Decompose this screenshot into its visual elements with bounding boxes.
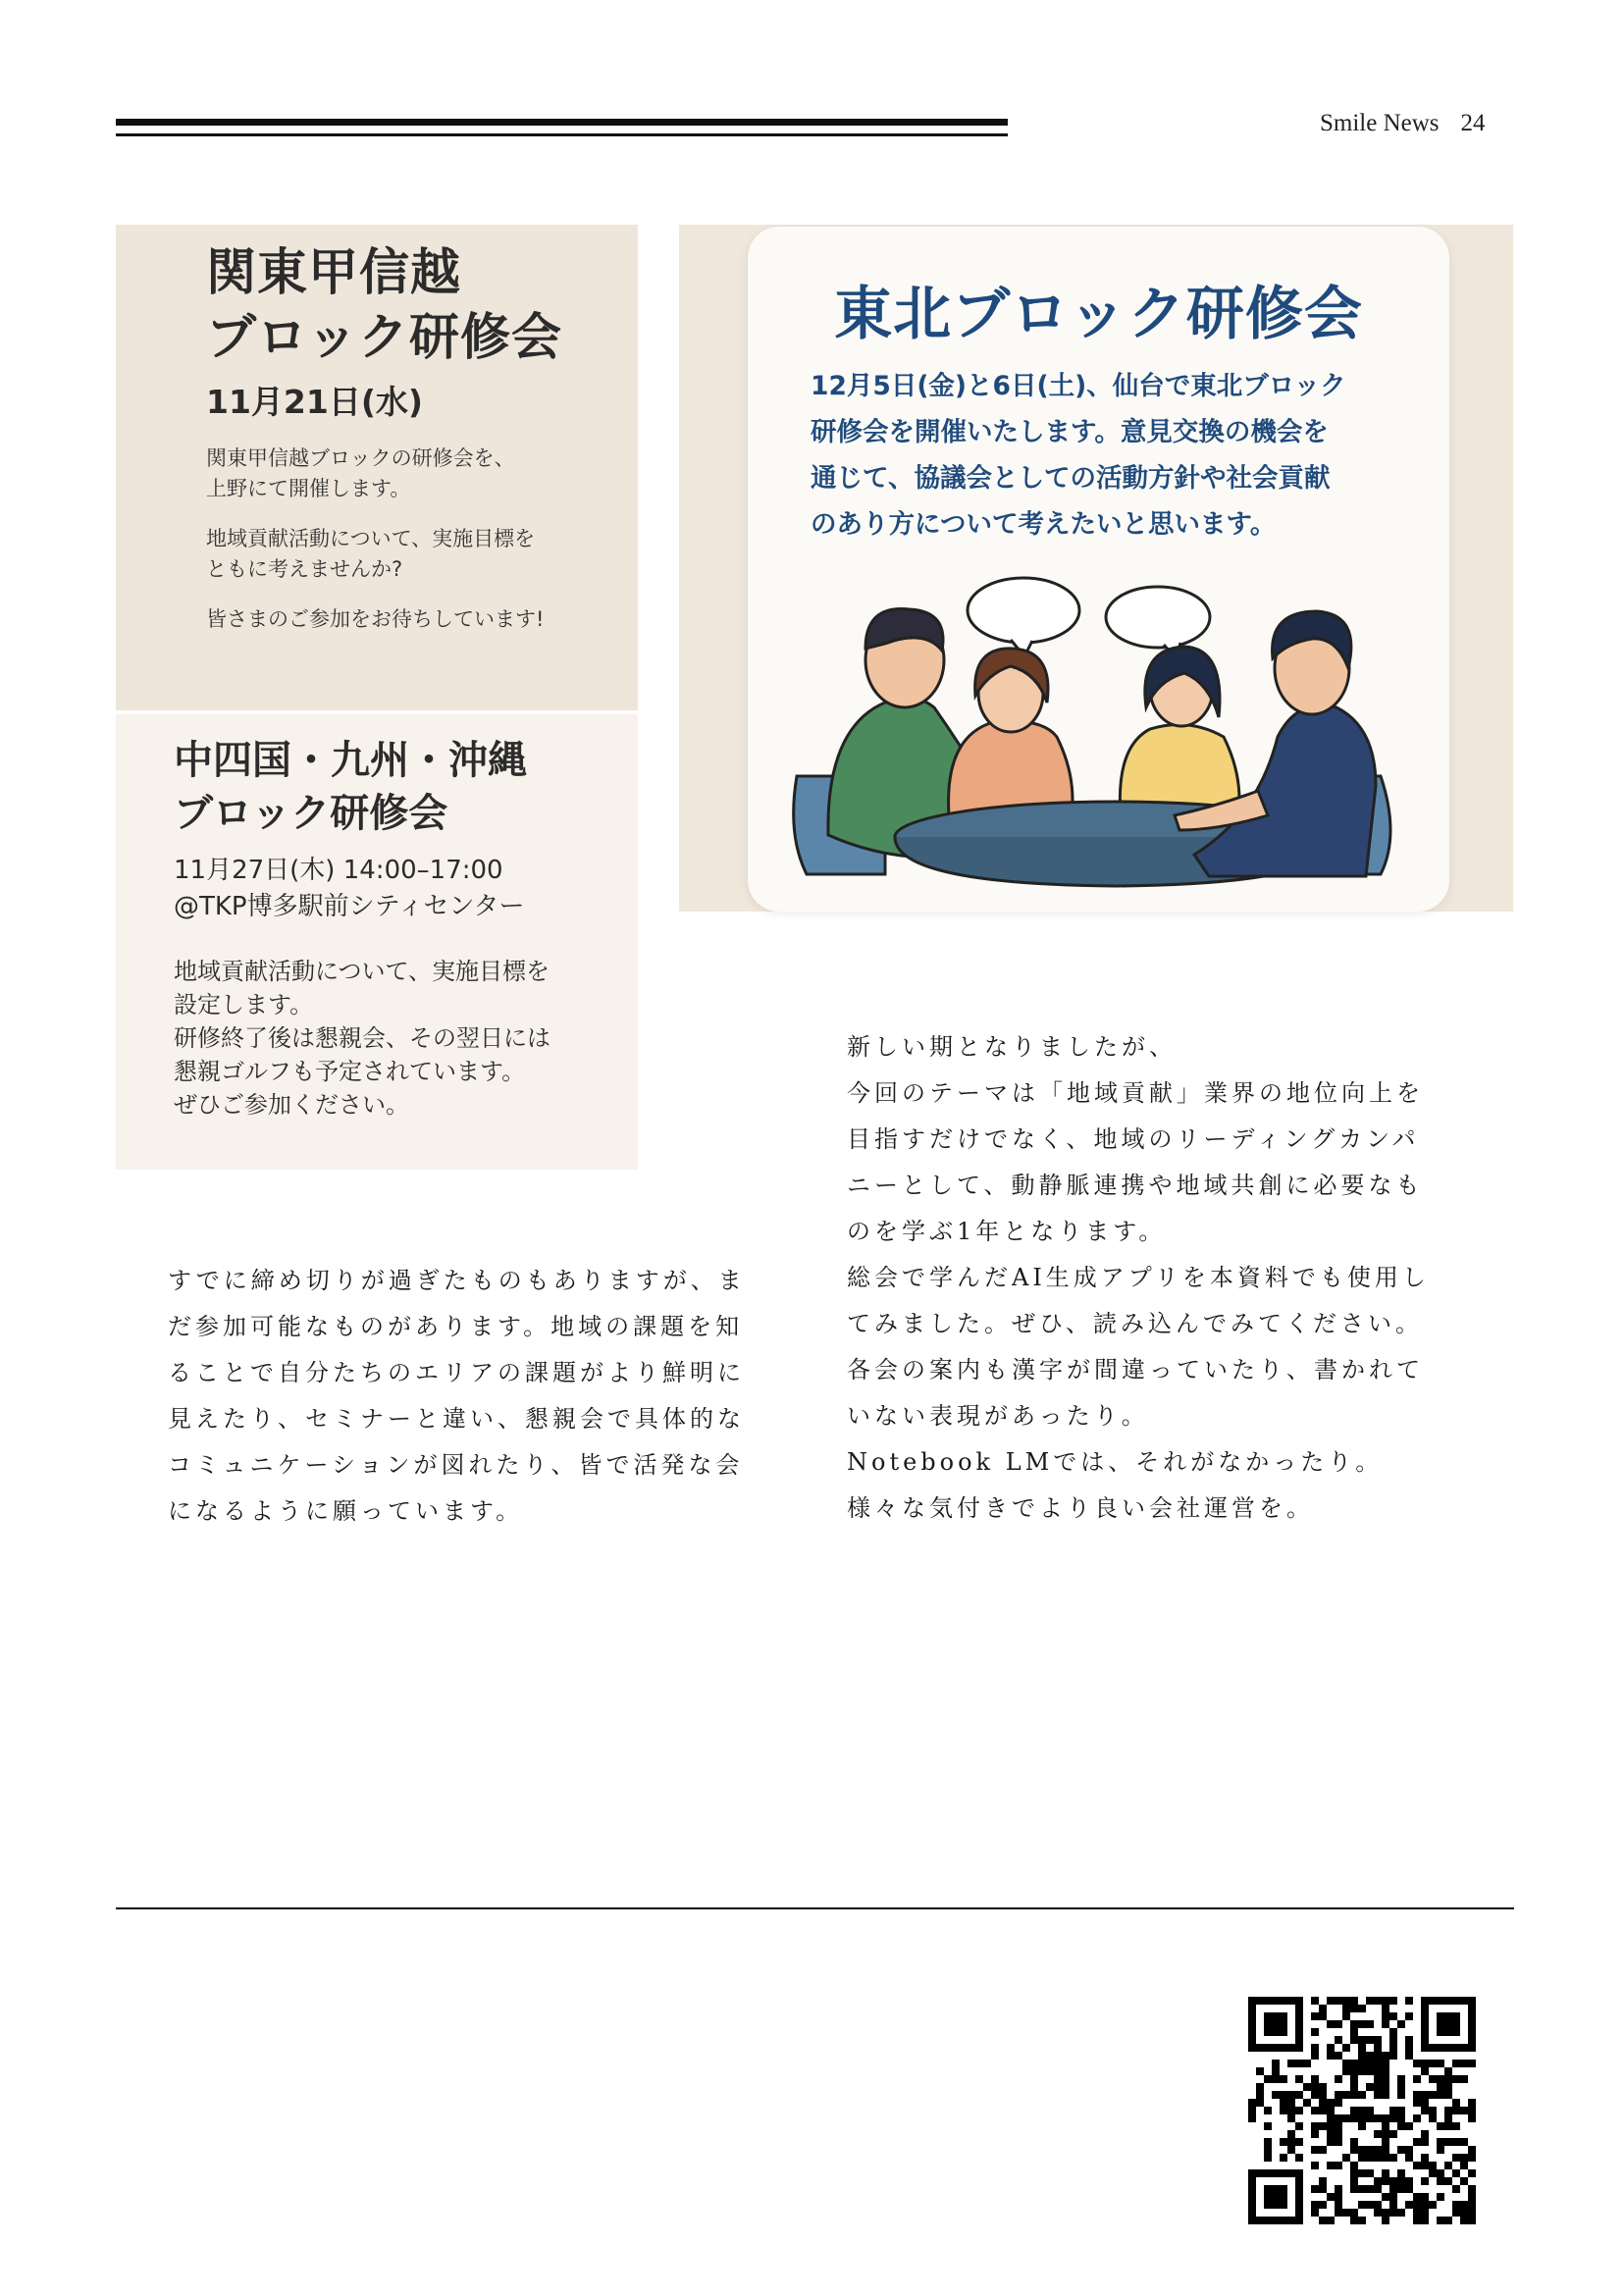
article-column-left: すでに締め切りが過ぎたものもありますが、ま だ参加可能なものがあります。地域の課題を知 ることで自分たちのエリアの課題がより鮮明に 見えたり、セミナーと違い、懇親会で具体的な コミュニケーションが図れたり、皆で活発な会 になるように願っています。 (168, 1267, 746, 1525)
tohoku-event-panel (679, 225, 1513, 912)
chushikoku-event-card (116, 714, 638, 1170)
person-icon (949, 649, 1073, 815)
chushikoku-event-schedule: 11月27日(木) 14:00–17:00 @TKP博多駅前シティセンター (174, 856, 525, 921)
header-rule-thick (116, 119, 1008, 126)
tohoku-event-title: 東北ブロック研修会 (834, 280, 1363, 347)
kanto-event-date: 11月21日(水) (206, 383, 424, 421)
page-header (1320, 110, 1486, 137)
kanto-paragraph: 皆さまのご参加をお待ちしています! (206, 607, 545, 631)
tohoku-event-card (748, 227, 1449, 912)
footer-rule (116, 1907, 1514, 1909)
header-rule-thin (116, 133, 1008, 136)
kanto-event-description (206, 444, 618, 654)
chushikoku-event-title: 中四国・九州・沖縄 ブロック研修会 (174, 738, 527, 836)
kanto-event-card (116, 225, 638, 710)
kanto-event-title: 関東甲信越 ブロック研修会 (206, 244, 562, 367)
qr-code[interactable] (1248, 1997, 1476, 2224)
page-number: 24 (1460, 110, 1486, 136)
kanto-paragraph: 関東甲信越ブロックの研修会を、 上野にて開催します。 (206, 446, 515, 500)
speech-bubble-icon (968, 578, 1079, 656)
person-icon (1120, 647, 1239, 815)
article-column-right: 新しい期となりましたが、 今回のテーマは「地域貢献」業界の地位向上を 目指すだけでなく、地域のリーディングカンパ ニーとして、動静脈連携や地域共創に必要なも のを学ぶ1年となります。 総会で学んだAI生成アプリを本資料でも使用し てみました。ぜひ、読み込んでみてください。 各会の案内も漢字が間違っていたり、書かれて いない表現があったり。 Notebook LMでは、それがなかったり。 様々な気付きでより良い会社運営を。 (847, 1033, 1430, 1522)
kanto-paragraph: 地域貢献活動について、実施目標を ともに考えませんか? (206, 527, 536, 581)
chushikoku-event-description: 地域貢献活動について、実施目標を 設定します。 研修終了後は懇親会、その翌日には 懇親ゴルフも予定されています。 ぜひご参加ください。 (174, 958, 550, 1119)
tohoku-event-description: 12月5日(金)と6日(土)、仙台で東北ブロック 研修会を開催いたします。意見交換の機会を 通じて、協議会としての活動方針や社会貢献 のあり方について考えたいと思います。 (811, 371, 1346, 540)
publication-name: Smile News (1320, 110, 1440, 136)
